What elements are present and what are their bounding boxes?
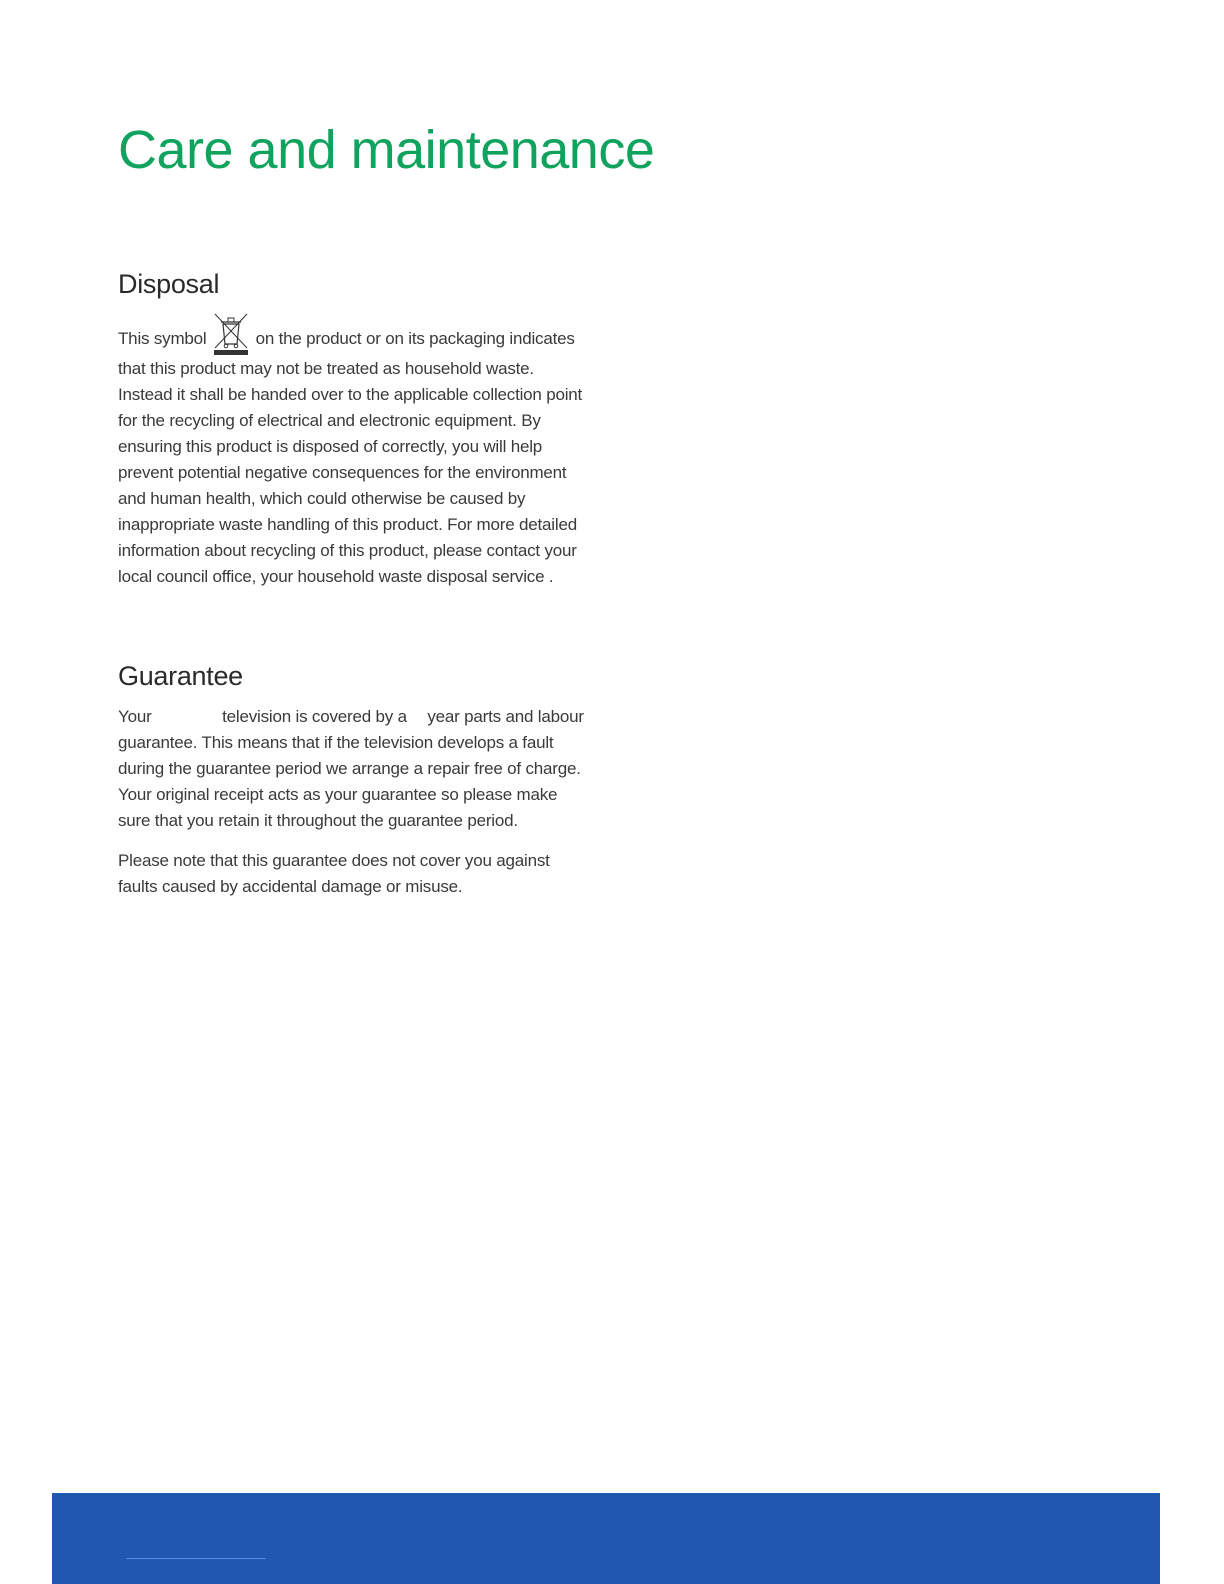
disposal-text-start: This symbol xyxy=(118,329,207,349)
footer-link-underline[interactable] xyxy=(126,1558,266,1559)
guarantee-section xyxy=(118,660,588,914)
guarantee-paragraph-1 xyxy=(118,704,588,834)
disposal-paragraph xyxy=(118,312,588,590)
disposal-heading: Disposal xyxy=(118,269,220,299)
guarantee-heading: Guarantee xyxy=(118,661,243,691)
weee-crossed-bin-icon xyxy=(213,312,249,356)
guarantee-paragraph-2: Please note that this guarantee does not cover you against faults caused by accidental damage or misuse. xyxy=(118,851,550,897)
disposal-text-rest: on the product or on its packaging indicates that this product may not be treated as household waste. Instead it shall be handed over to the applicable collection point for the recycling of electrical and electronic equipment. By ensuring this product is disposed of correctly, you will help prevent potential negative consequences for the environment and human health, which could otherwise be caused by inappropriate waste handling of this product. For more detailed information about recycling of this product, please contact your local council office, your household waste disposal service . xyxy=(118,329,583,587)
guarantee-text-c: year parts and labour guarantee. This means that if the television develops a fault during the guarantee period we arrange a repair free of charge. Your original receipt acts as your guarantee so please make sure that you retain it throughout the guarantee period. xyxy=(118,707,584,831)
guarantee-text-b: television is covered by a xyxy=(222,707,407,727)
guarantee-text-a: Your xyxy=(118,707,152,727)
page-title: Care and maintenance xyxy=(118,120,655,180)
disposal-section xyxy=(118,268,588,604)
footer-band xyxy=(52,1493,1160,1584)
